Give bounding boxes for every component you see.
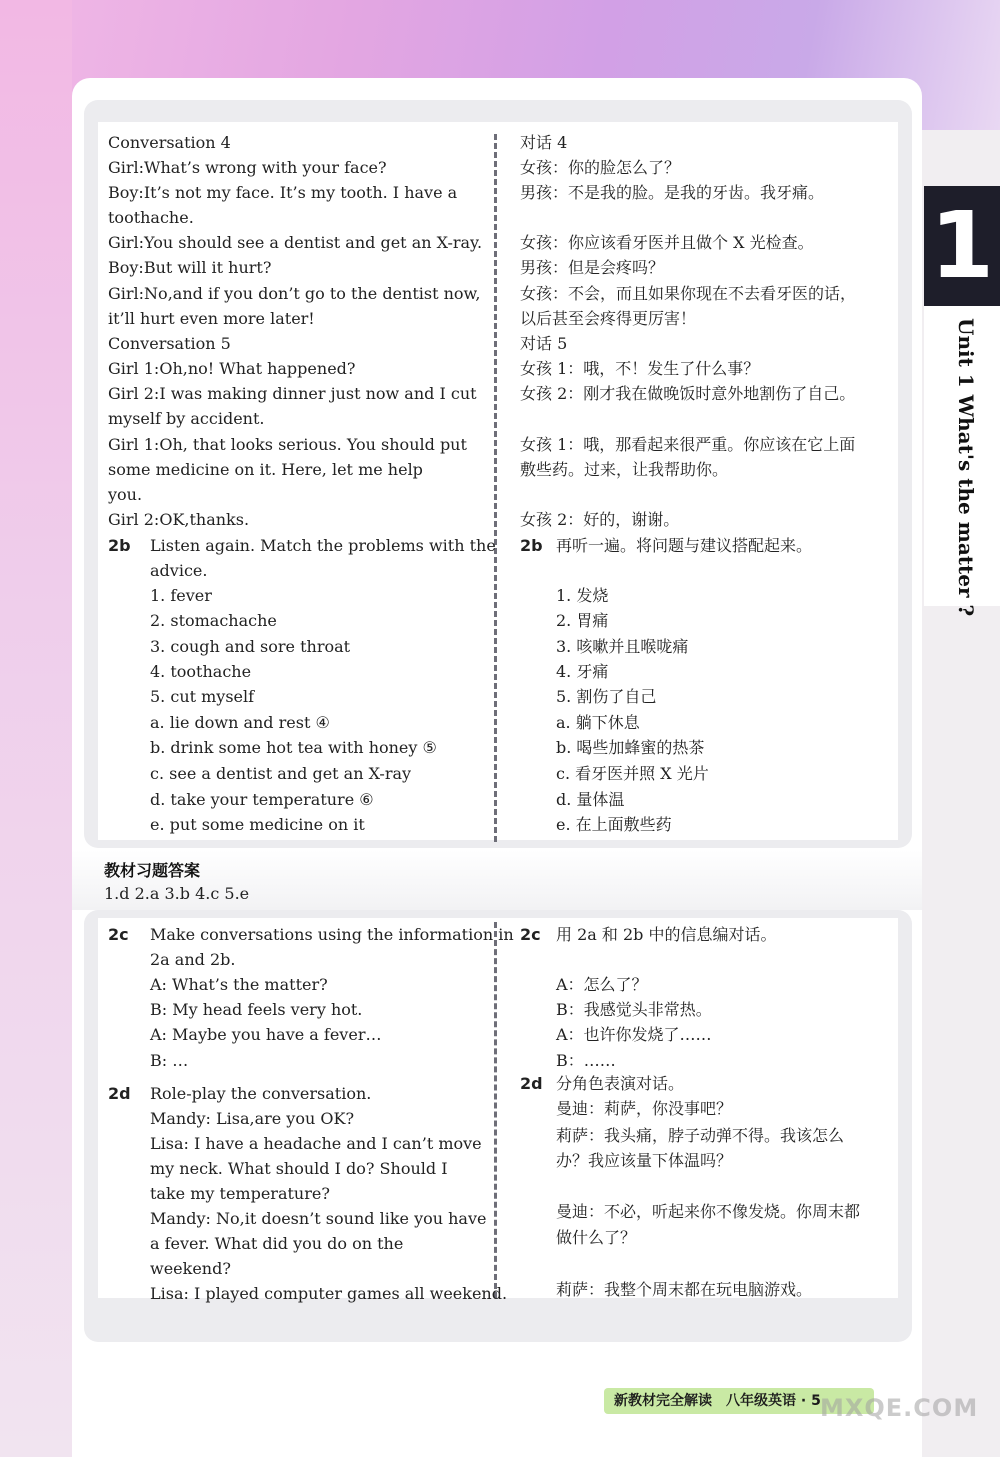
- text-line: 敷些药。过来，让我帮助你。: [520, 460, 729, 479]
- text-line: it’ll hurt even more later!: [108, 309, 315, 328]
- text-line: A：也许你发烧了……: [556, 1025, 712, 1044]
- text-line: 1. 发烧: [556, 586, 609, 605]
- text-line: Girl:No,and if you don’t go to the dentist now,: [108, 284, 481, 303]
- text-line: 用 2a 和 2b 中的信息编对话。: [556, 925, 777, 944]
- text-line: Girl:You should see a dentist and get an X-ray.: [108, 233, 483, 252]
- watermark: MXQE.COM: [820, 1394, 979, 1422]
- text-line: b. drink some hot tea with honey ⑤: [150, 738, 437, 757]
- text-line: A: What’s the matter?: [150, 975, 328, 994]
- text-line: 5. cut myself: [150, 687, 255, 706]
- text-line: e. put some medicine on it: [150, 815, 365, 834]
- text-line: e. 在上面敷些药: [556, 815, 672, 834]
- text-line: c. 看牙医并照 X 光片: [556, 764, 709, 783]
- text-line: Mandy: No,it doesn’t sound like you have: [150, 1209, 487, 1228]
- left-decor-band: [0, 0, 72, 1457]
- text-line: 女孩：你的脸怎么了？: [520, 158, 681, 177]
- text-line: 女孩 2：好的，谢谢。: [520, 510, 680, 529]
- page-number: 5: [811, 1393, 821, 1409]
- text-line: Girl 2:OK,thanks.: [108, 510, 250, 529]
- text-line: B: …: [150, 1051, 189, 1070]
- text-line: B：……: [556, 1051, 616, 1070]
- column-divider: [494, 922, 497, 1298]
- text-line: Boy:It’s not my face. It’s my tooth. I have a: [108, 183, 458, 202]
- text-line: d. 量体温: [556, 790, 625, 809]
- exercise-tag-2b-zh: 2b: [520, 536, 543, 555]
- text-line: 2. 胃痛: [556, 611, 609, 630]
- text-line: A: Maybe you have a fever…: [150, 1025, 382, 1044]
- text-line: c. see a dentist and get an X-ray: [150, 764, 412, 783]
- column-divider: [494, 134, 497, 842]
- text-line: b. 喝些加蜂蜜的热茶: [556, 738, 705, 757]
- text-line: you.: [108, 485, 143, 504]
- text-line: 女孩：你应该看牙医并且做个 X 光检查。: [520, 233, 814, 252]
- text-line: a. lie down and rest ④: [150, 713, 330, 732]
- text-line: advice.: [150, 561, 208, 580]
- text-line: 做什么了？: [556, 1228, 637, 1247]
- text-line: Role-play the conversation.: [150, 1084, 372, 1103]
- text-line: 3. 咳嗽并且喉咙痛: [556, 637, 689, 656]
- text-line: 曼迪：莉萨，你没事吧？: [556, 1099, 733, 1118]
- text-line: Conversation 5: [108, 334, 231, 353]
- text-line: 男孩：但是会疼吗？: [520, 258, 665, 277]
- unit-title: Unit 1 What's the matter ?: [954, 318, 978, 617]
- text-line: a. 躺下休息: [556, 713, 640, 732]
- text-line: 4. 牙痛: [556, 662, 609, 681]
- text-line: B：我感觉头非常热。: [556, 1000, 712, 1019]
- text-line: 4. toothache: [150, 662, 252, 681]
- text-line: 女孩：不会，而且如果你现在不去看牙医的话，: [520, 284, 857, 303]
- exercise-tag-2b: 2b: [108, 536, 131, 555]
- text-line: B: My head feels very hot.: [150, 1000, 363, 1019]
- text-line: Lisa: I played computer games all weekend.: [150, 1284, 508, 1303]
- text-line: toothache.: [108, 208, 194, 227]
- text-line: Lisa: I have a headache and I can’t move: [150, 1134, 482, 1153]
- text-line: 1. fever: [150, 586, 212, 605]
- text-line: Listen again. Match the problems with the: [150, 536, 496, 555]
- text-line: Mandy: Lisa,are you OK?: [150, 1109, 355, 1128]
- unit-number: 1: [929, 192, 994, 299]
- text-line: d. take your temperature ⑥: [150, 790, 374, 809]
- text-line: 对话 5: [520, 334, 568, 353]
- exercise-tag-2d-zh: 2d: [520, 1074, 543, 1093]
- text-line: 女孩 1：哦，那看起来很严重。你应该在它上面: [520, 435, 856, 454]
- text-line: a fever. What did you do on the: [150, 1234, 404, 1253]
- text-line: 办？我应该量下体温吗？: [556, 1151, 733, 1170]
- answers-text: 1.d 2.a 3.b 4.c 5.e: [104, 884, 250, 903]
- text-line: take my temperature?: [150, 1184, 330, 1203]
- footer-book: 新教材完全解读 八年级英语 ·: [614, 1393, 807, 1409]
- text-line: 再听一遍。将问题与建议搭配起来。: [556, 536, 813, 555]
- text-line: Girl 1:Oh, that looks serious. You should put: [108, 435, 467, 454]
- text-line: Girl 1:Oh,no! What happened?: [108, 359, 356, 378]
- text-line: Boy:But will it hurt?: [108, 258, 272, 277]
- text-line: 男孩：不是我的脸。是我的牙齿。我牙痛。: [520, 183, 825, 202]
- text-line: Make conversations using the information in: [150, 925, 514, 944]
- text-line: weekend?: [150, 1259, 231, 1278]
- exercise-tag-2c-zh: 2c: [520, 925, 541, 944]
- text-line: 2a and 2b.: [150, 950, 236, 969]
- exercise-tag-2d: 2d: [108, 1084, 131, 1103]
- text-line: 莉萨：我整个周末都在玩电脑游戏。: [556, 1280, 813, 1299]
- text-line: 曼迪：不必，听起来你不像发烧。你周末都: [556, 1202, 861, 1221]
- answers-heading: 教材习题答案: [104, 861, 201, 880]
- text-line: Girl 2:I was making dinner just now and I cut: [108, 384, 477, 403]
- text-line: 莉萨：我头痛，脖子动弹不得。我该怎么: [556, 1126, 845, 1145]
- text-line: my neck. What should I do? Should I: [150, 1159, 448, 1178]
- text-line: 3. cough and sore throat: [150, 637, 351, 656]
- text-line: Girl:What’s wrong with your face?: [108, 158, 387, 177]
- exercise-tag-2c: 2c: [108, 925, 129, 944]
- text-line: 5. 割伤了自己: [556, 687, 657, 706]
- text-line: 以后甚至会疼得更厉害！: [520, 309, 697, 328]
- text-line: 女孩 2：刚才我在做晚饭时意外地割伤了自己。: [520, 384, 856, 403]
- text-line: myself by accident.: [108, 409, 265, 428]
- text-line: 2. stomachache: [150, 611, 277, 630]
- text-line: 女孩 1：哦，不！发生了什么事？: [520, 359, 760, 378]
- text-line: 对话 4: [520, 133, 568, 152]
- text-line: Conversation 4: [108, 133, 231, 152]
- text-line: 分角色表演对话。: [556, 1074, 685, 1093]
- text-line: some medicine on it. Here, let me help: [108, 460, 423, 479]
- text-line: A：怎么了？: [556, 975, 648, 994]
